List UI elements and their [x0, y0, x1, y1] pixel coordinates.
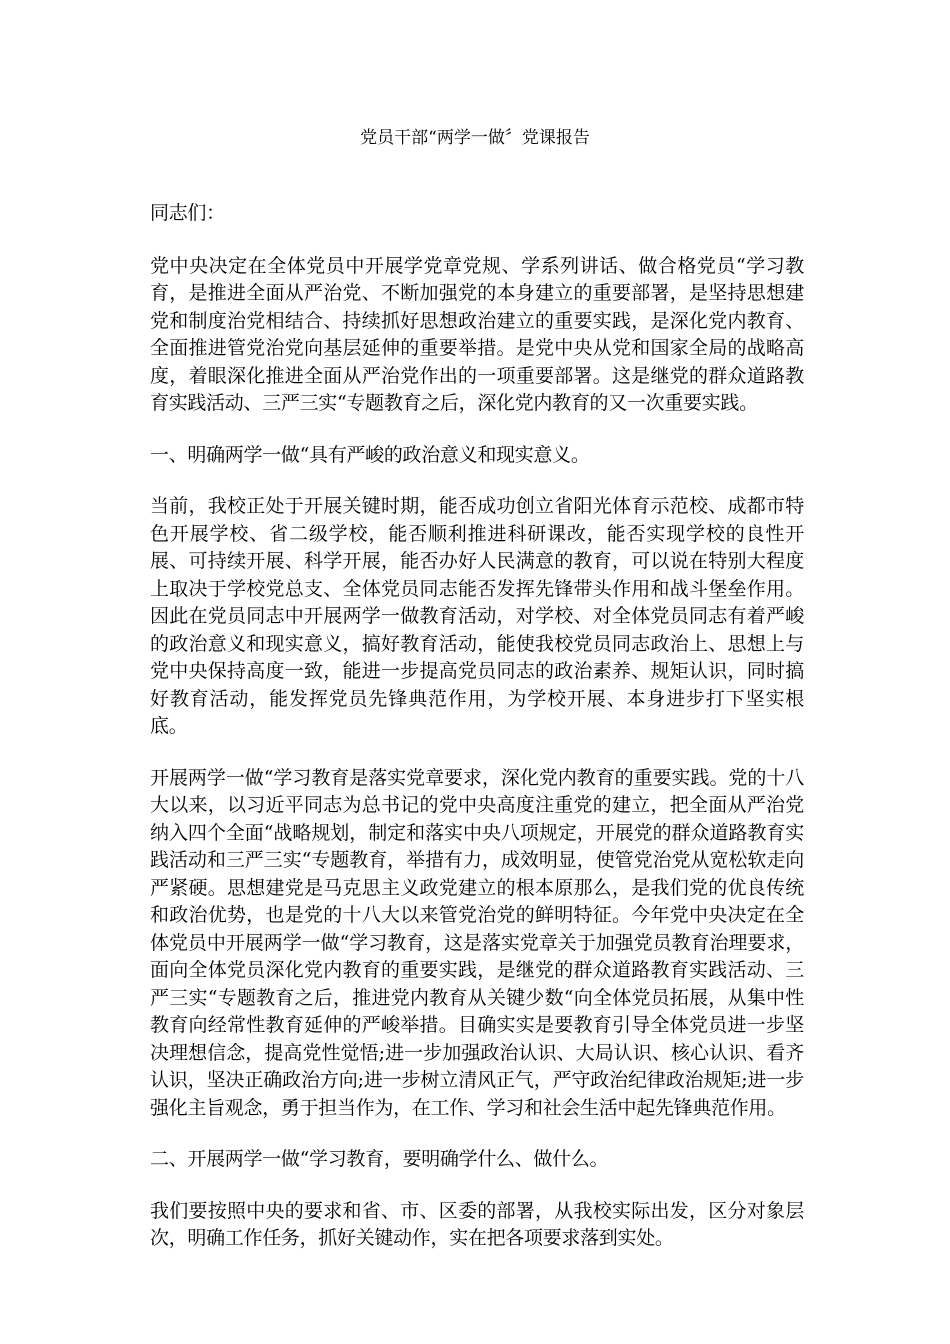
document-title: 党员干部“两学一做〞党课报告 [360, 128, 590, 148]
section-heading-1: 一、明确两学一做“具有严峻的政治意义和现实意义。 [150, 443, 590, 466]
salutation: 同志们： [150, 202, 225, 224]
paragraph-intro: 党中央决定在全体党员中开展学党章党规、学系列讲话、做合格党员“学习教育，是推进全面从严治党、不断加强党的本身建立的重要部署，是坚持思想建党和制度治党相结合、持续抓好思想政治建立的重要实践，是深化党内教育、全面推进管党治党向基层延伸的重要举措。是党中央从党和国家全局的战略高度，着眼深化推进全面从严治党作出的一项重要部署。这是继党的群众道路教育实践活动、三严三实“专题教育之后，深化党内教育的又一次重要实践。 [150, 254, 804, 414]
document-body [150, 200, 804, 1277]
paragraph-requirements: 我们要按照中央的要求和省、市、区委的部署，从我校实际出发，区分对象层次，明确工作任务，抓好关键动作，实在把各项要求落到实处。 [150, 1199, 804, 1249]
paragraph-current-situation: 当前，我校正处于开展关键时期，能否成功创立省阳光体育示范校、成都市特色开展学校、省二级学校，能否顺利推进科研课改，能否实现学校的良性开展、可持续开展、科学开展，能否办好人民满意的教育，可以说在特别大程度上取决于学校党总支、全体党员同志能否发挥先锋带头作用和战斗堡垒作用。因此在党员同志中开展两学一做教育活动，对学校、对全体党员同志有着严峻的政治意义和现实意义，搞好教育活动，能使我校党员同志政治上、思想上与党中央保持高度一致，能进一步提高党员同志的政治素养、规矩认识，同时搞好教育活动，能发挥党员先锋典范作用，为学校开展、本身进步打下坚实根底。 [150, 495, 804, 737]
paragraph-significance: 开展两学一做“学习教育是落实党章要求，深化党内教育的重要实践。党的十八大以来，以习近平同志为总书记的党中央高度注重党的建立，把全面从严治党纳入四个全面“战略规划，制定和落实中央八项规定，开展党的群众道路教育实践活动和三严三实“专题教育，举措有力，成效明显，使管党治党从宽松软走向严紧硬。思想建党是马克思主义政党建立的根本原那么，是我们党的优良传统和政治优势，也是党的十八大以来管党治党的鲜明特征。今年党中央决定在全体党员中开展两学一做“学习教育，这是落实党章关于加强党员教育治理要求，面向全体党员深化党内教育的重要实践，是继党的群众道路教育实践活动、三严三实“专题教育之后，推进党内教育从关键少数“向全体党员拓展，从集中性教育向经常性教育延伸的严峻举措。目确实实是要教育引导全体党员进一步坚决理想信念，提高党性觉悟;进一步加强政治认识、大局认识、核心认识、看齐认识，坚决正确政治方向;进一步树立清风正气，严守政治纪律政治规矩;进一步强化主旨观念，勇于担当作为，在工作、学习和社会生活中起先锋典范作用。 [150, 766, 804, 1119]
section-heading-2: 二、开展两学一做“学习教育，要明确学什么、做什么。 [150, 1148, 609, 1170]
